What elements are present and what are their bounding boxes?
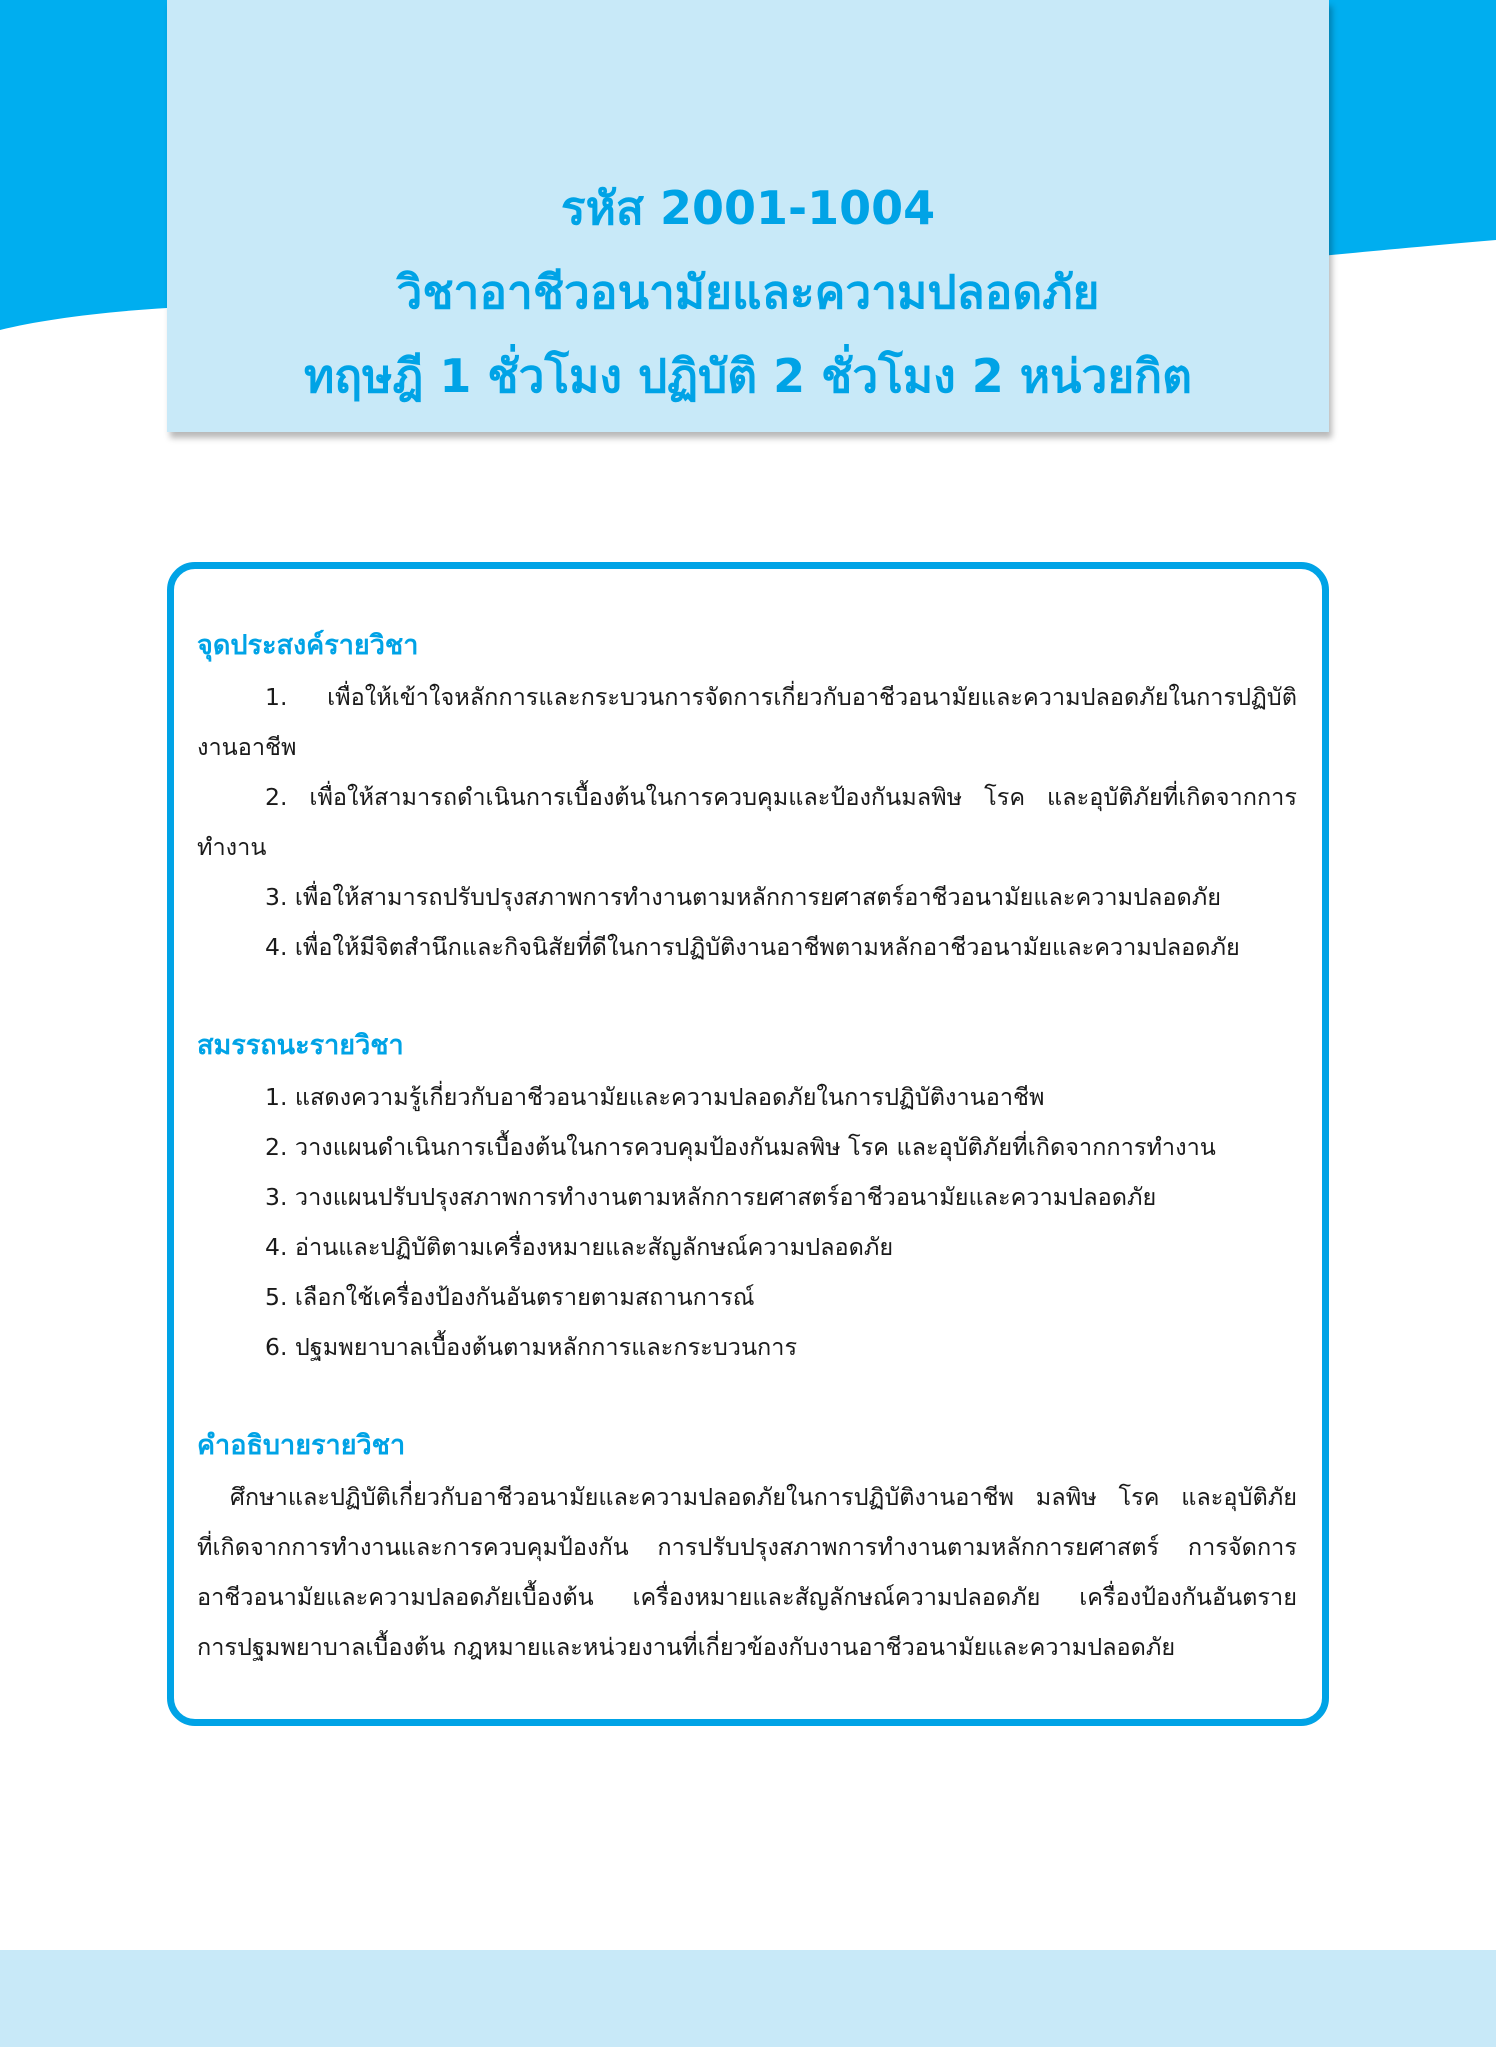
course-code: รหัส 2001-1004 bbox=[560, 181, 936, 235]
course-title: วิชาอาชีวอนามัยและความปลอดภัย bbox=[396, 265, 1100, 319]
competency-item-3: 3. วางแผนปรับปรุงสภาพการทำงานตามหลักการยศาสตร์อาชีวอนามัยและความปลอดภัย bbox=[265, 1183, 1157, 1211]
course-hours: ทฤษฎี 1 ชั่วโมง ปฏิบัติ 2 ชั่วโมง 2 หน่วยกิต bbox=[303, 349, 1192, 403]
description-line-2: ที่เกิดจากการทำงานและการควบคุมป้องกัน การปรับปรุงสภาพการทำงานตามหลักการยศาสตร์ การจัดการ bbox=[197, 1533, 1297, 1561]
competencies-heading: สมรรถนะรายวิชา bbox=[197, 1030, 404, 1061]
description-line-4: การปฐมพยาบาลเบื้องต้น กฎหมายและหน่วยงานที่เกี่ยวข้องกับงานอาชีวอนามัยและความปลอดภัย bbox=[197, 1633, 1176, 1661]
objectives-heading: จุดประสงค์รายวิชา bbox=[197, 630, 419, 661]
competency-item-6: 6. ปฐมพยาบาลเบื้องต้นตามหลักการและกระบวนการ bbox=[265, 1333, 798, 1361]
objective-item-3: 3. เพื่อให้สามารถปรับปรุงสภาพการทำงานตามหลักการยศาสตร์อาชีวอนามัยและความปลอดภัย bbox=[265, 883, 1222, 911]
objective-item-1-line-1: 1. เพื่อให้เข้าใจหลักการและกระบวนการจัดการเกี่ยวกับอาชีวอนามัยและความปลอดภัยในการปฏิบัติ bbox=[265, 683, 1297, 711]
objective-item-4: 4. เพื่อให้มีจิตสำนึกและกิจนิสัยที่ดีในการปฏิบัติงานอาชีพตามหลักอาชีวอนามัยและความปลอดภัย bbox=[265, 933, 1240, 961]
description-heading: คำอธิบายรายวิชา bbox=[197, 1430, 406, 1461]
description-line-1: ศึกษาและปฏิบัติเกี่ยวกับอาชีวอนามัยและความปลอดภัยในการปฏิบัติงานอาชีพ มลพิษ โรค และอุบัติภัย bbox=[230, 1483, 1297, 1511]
objective-item-1-line-2: งานอาชีพ bbox=[197, 733, 297, 761]
competency-item-5: 5. เลือกใช้เครื่องป้องกันอันตรายตามสถานการณ์ bbox=[265, 1283, 755, 1311]
competency-item-2: 2. วางแผนดำเนินการเบื้องต้นในการควบคุมป้องกันมลพิษ โรค และอุบัติภัยที่เกิดจากการทำงาน bbox=[265, 1133, 1216, 1161]
objective-item-2-line-2: ทำงาน bbox=[197, 833, 267, 861]
competency-item-1: 1. แสดงความรู้เกี่ยวกับอาชีวอนามัยและความปลอดภัยในการปฏิบัติงานอาชีพ bbox=[265, 1083, 1045, 1111]
header-panel bbox=[167, 0, 1329, 432]
description-line-3: อาชีวอนามัยและความปลอดภัยเบื้องต้น เครื่องหมายและสัญลักษณ์ความปลอดภัย เครื่องป้องกันอันตราย bbox=[197, 1583, 1297, 1611]
objective-item-2-line-1: 2. เพื่อให้สามารถดำเนินการเบื้องต้นในการควบคุมและป้องกันมลพิษ โรค และอุบัติภัยที่เกิดจากการ bbox=[265, 783, 1297, 811]
competency-item-4: 4. อ่านและปฏิบัติตามเครื่องหมายและสัญลักษณ์ความปลอดภัย bbox=[265, 1233, 894, 1261]
bottom-band bbox=[0, 1950, 1496, 2047]
